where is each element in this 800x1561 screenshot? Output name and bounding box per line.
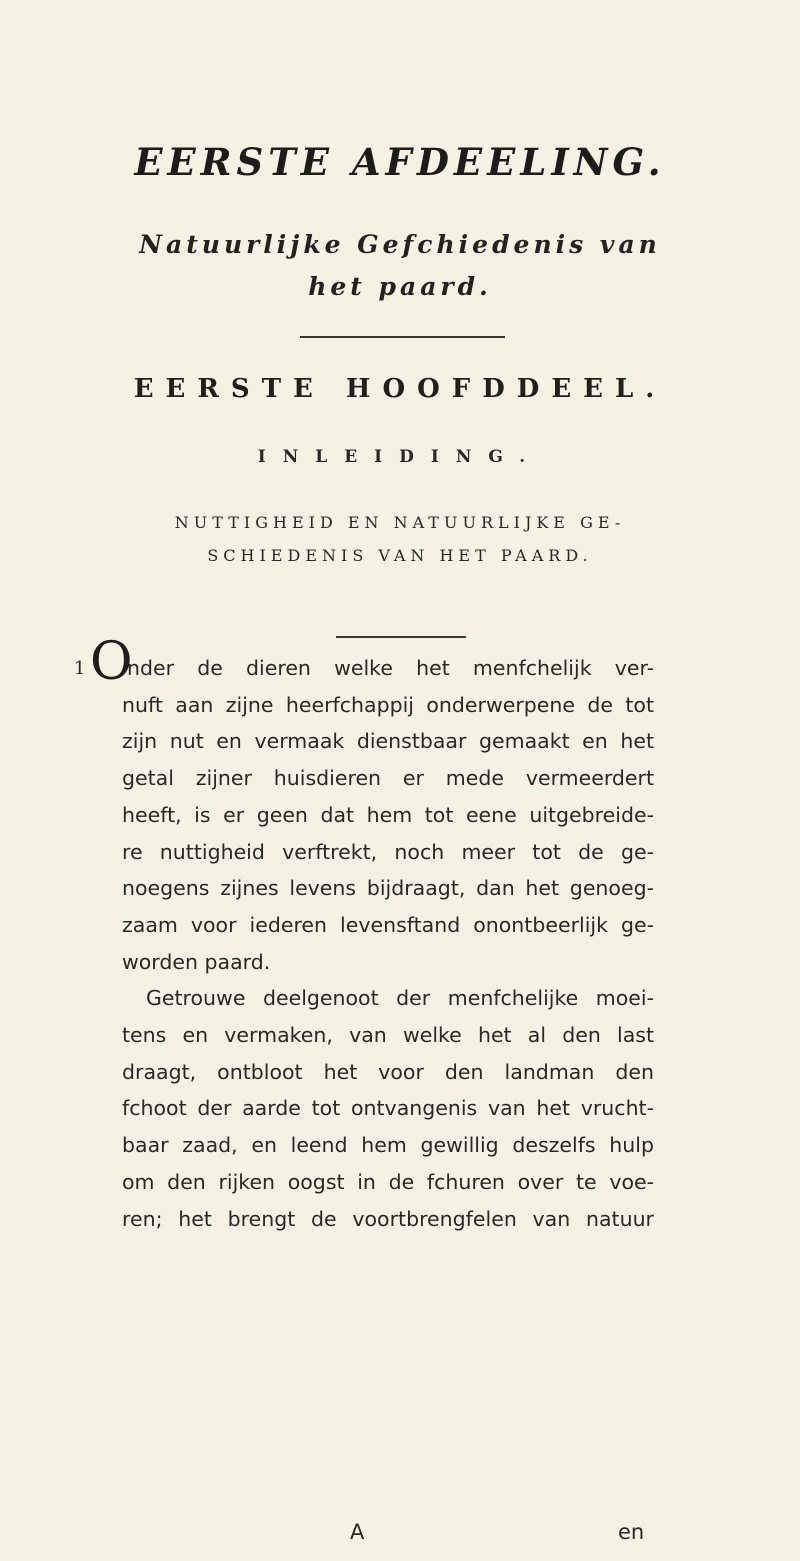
body-line: heeft, is er geen dat hem tot eene uitgebreide- <box>122 802 654 827</box>
body-line: fchoot der aarde tot ontvangenis van het vrucht- <box>122 1096 654 1121</box>
subtitle-line-1: Natuurlijke Gefchiedenis van <box>139 230 661 259</box>
drop-cap: O <box>90 632 133 692</box>
divider-rule-top <box>300 336 505 338</box>
body-line: tens en vermaken, van welke het al den last <box>122 1023 654 1047</box>
signature-mark: A <box>350 1520 365 1544</box>
paragraph-number: 1 <box>74 658 86 679</box>
body-line: getal zijner huisdieren er mede vermeerdert <box>122 766 654 791</box>
subtitle-line-2: het paard. <box>308 272 492 301</box>
body-line: ren; het brengt de voortbrengfelen van natuur <box>122 1206 654 1231</box>
body-line: re nuttigheid verftrekt, noch meer tot de ge- <box>122 839 654 864</box>
section-title: EERSTE AFDEELING. <box>134 140 666 184</box>
body-line: worden paard. <box>122 949 271 974</box>
divider-rule-bottom <box>336 636 466 638</box>
body-line: zaam voor iederen levensftand onontbeerlijk ge- <box>122 912 654 937</box>
body-line: nuft aan zijne heerfchappij onderwerpene de tot <box>122 692 654 717</box>
body-line: noegens zijnes levens bijdraagt, dan het genoeg- <box>122 876 654 901</box>
part-title: EERSTE HOOFDDEEL. <box>133 374 667 404</box>
body-line: baar zaad, en leend hem gewillig deszelfs hulp <box>122 1133 654 1158</box>
body-line: Getrouwe deelgenoot der menfchelijke moei- <box>146 986 654 1011</box>
body-line: om den rijken oogst in de fchuren over te voe- <box>122 1169 654 1194</box>
catchword: en <box>618 1520 645 1544</box>
body-line: nder de dieren welke het menfchelijk ver- <box>127 656 654 680</box>
introduction-heading: INLEIDING. <box>257 447 543 467</box>
body-line: zijn nut en vermaak dienstbaar gemaakt en het <box>122 729 654 754</box>
body-line: draagt, ontbloot het voor den landman den <box>122 1059 654 1084</box>
chapter-title-line-2: SCHIEDENIS VAN HET PAARD. <box>207 546 593 565</box>
chapter-title-line-1: NUTTIGHEID EN NATUURLIJKE GE- <box>174 513 626 532</box>
